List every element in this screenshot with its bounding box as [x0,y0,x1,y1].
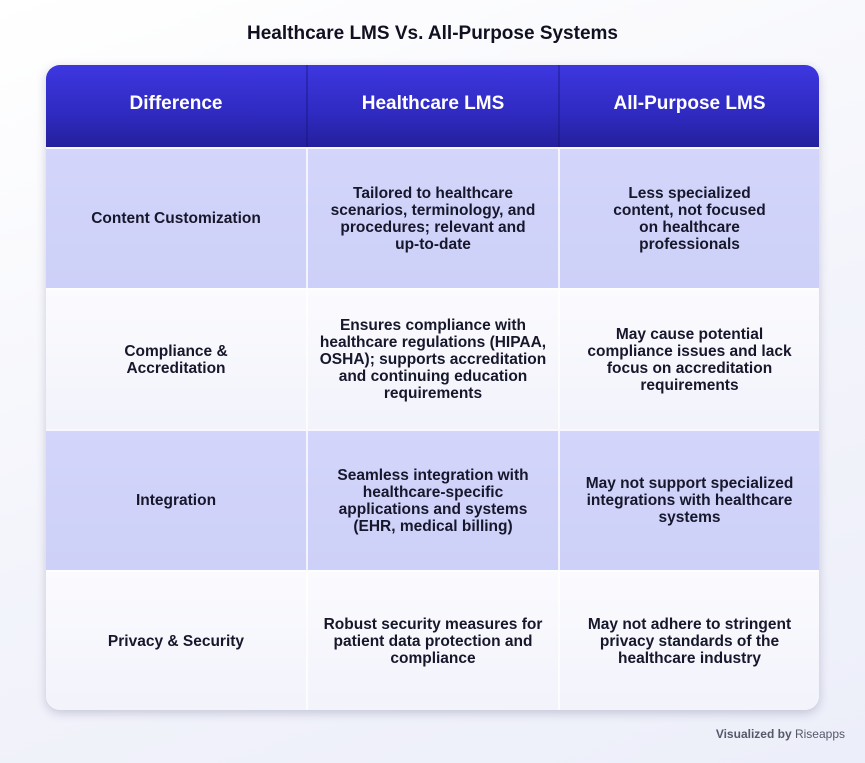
row-label: Privacy & Security [107,633,245,650]
general-description: May not support specialized integrations with healthcare systems [585,475,794,526]
general-description: May not adhere to stringent privacy standards of the healthcare industry [587,616,792,667]
header-label: Difference [129,93,223,114]
credit-prefix: Visualized by [715,727,792,741]
comparison-table [46,65,819,710]
row-label: Content Customization [91,210,261,227]
table-row [46,570,819,710]
general-description: Less specialized content, not focused on healthcare professionals [613,184,766,253]
table-row [46,288,819,429]
table-header-row [46,65,819,147]
credit-brand: Riseapps [794,727,845,741]
healthcare-cell [306,572,558,710]
row-label-cell [46,572,306,710]
healthcare-cell [306,431,558,570]
row-label: Compliance & Accreditation [124,342,228,377]
general-cell [558,572,819,710]
header-label: Healthcare LMS [361,93,505,114]
row-label: Integration [135,492,217,509]
general-description: May cause potential compliance issues and lack focus on accreditation requirements [587,325,792,394]
general-cell [558,149,819,288]
healthcare-cell [306,290,558,429]
table-row [46,147,819,288]
header-label: All-Purpose LMS [613,93,766,114]
row-label-cell [46,290,306,429]
credit [716,727,845,741]
healthcare-description: Seamless integration with healthcare-specific applications and systems (EHR, medical billing) [337,466,529,535]
header-all-purpose-lms [558,65,819,147]
general-cell [558,431,819,570]
general-cell [558,290,819,429]
row-label-cell [46,431,306,570]
table-row [46,429,819,570]
healthcare-description: Tailored to healthcare scenarios, terminology, and procedures; relevant and up-to-date [330,184,536,253]
row-label-cell [46,149,306,288]
header-difference [46,65,306,147]
healthcare-cell [306,149,558,288]
page-title: Healthcare LMS Vs. All-Purpose Systems [247,23,618,44]
healthcare-description: Ensures compliance with healthcare regulations (HIPAA, OSHA); supports accreditation and continuing education requirements [319,317,547,402]
header-healthcare-lms [306,65,558,147]
healthcare-description: Robust security measures for patient data protection and compliance [323,616,543,667]
